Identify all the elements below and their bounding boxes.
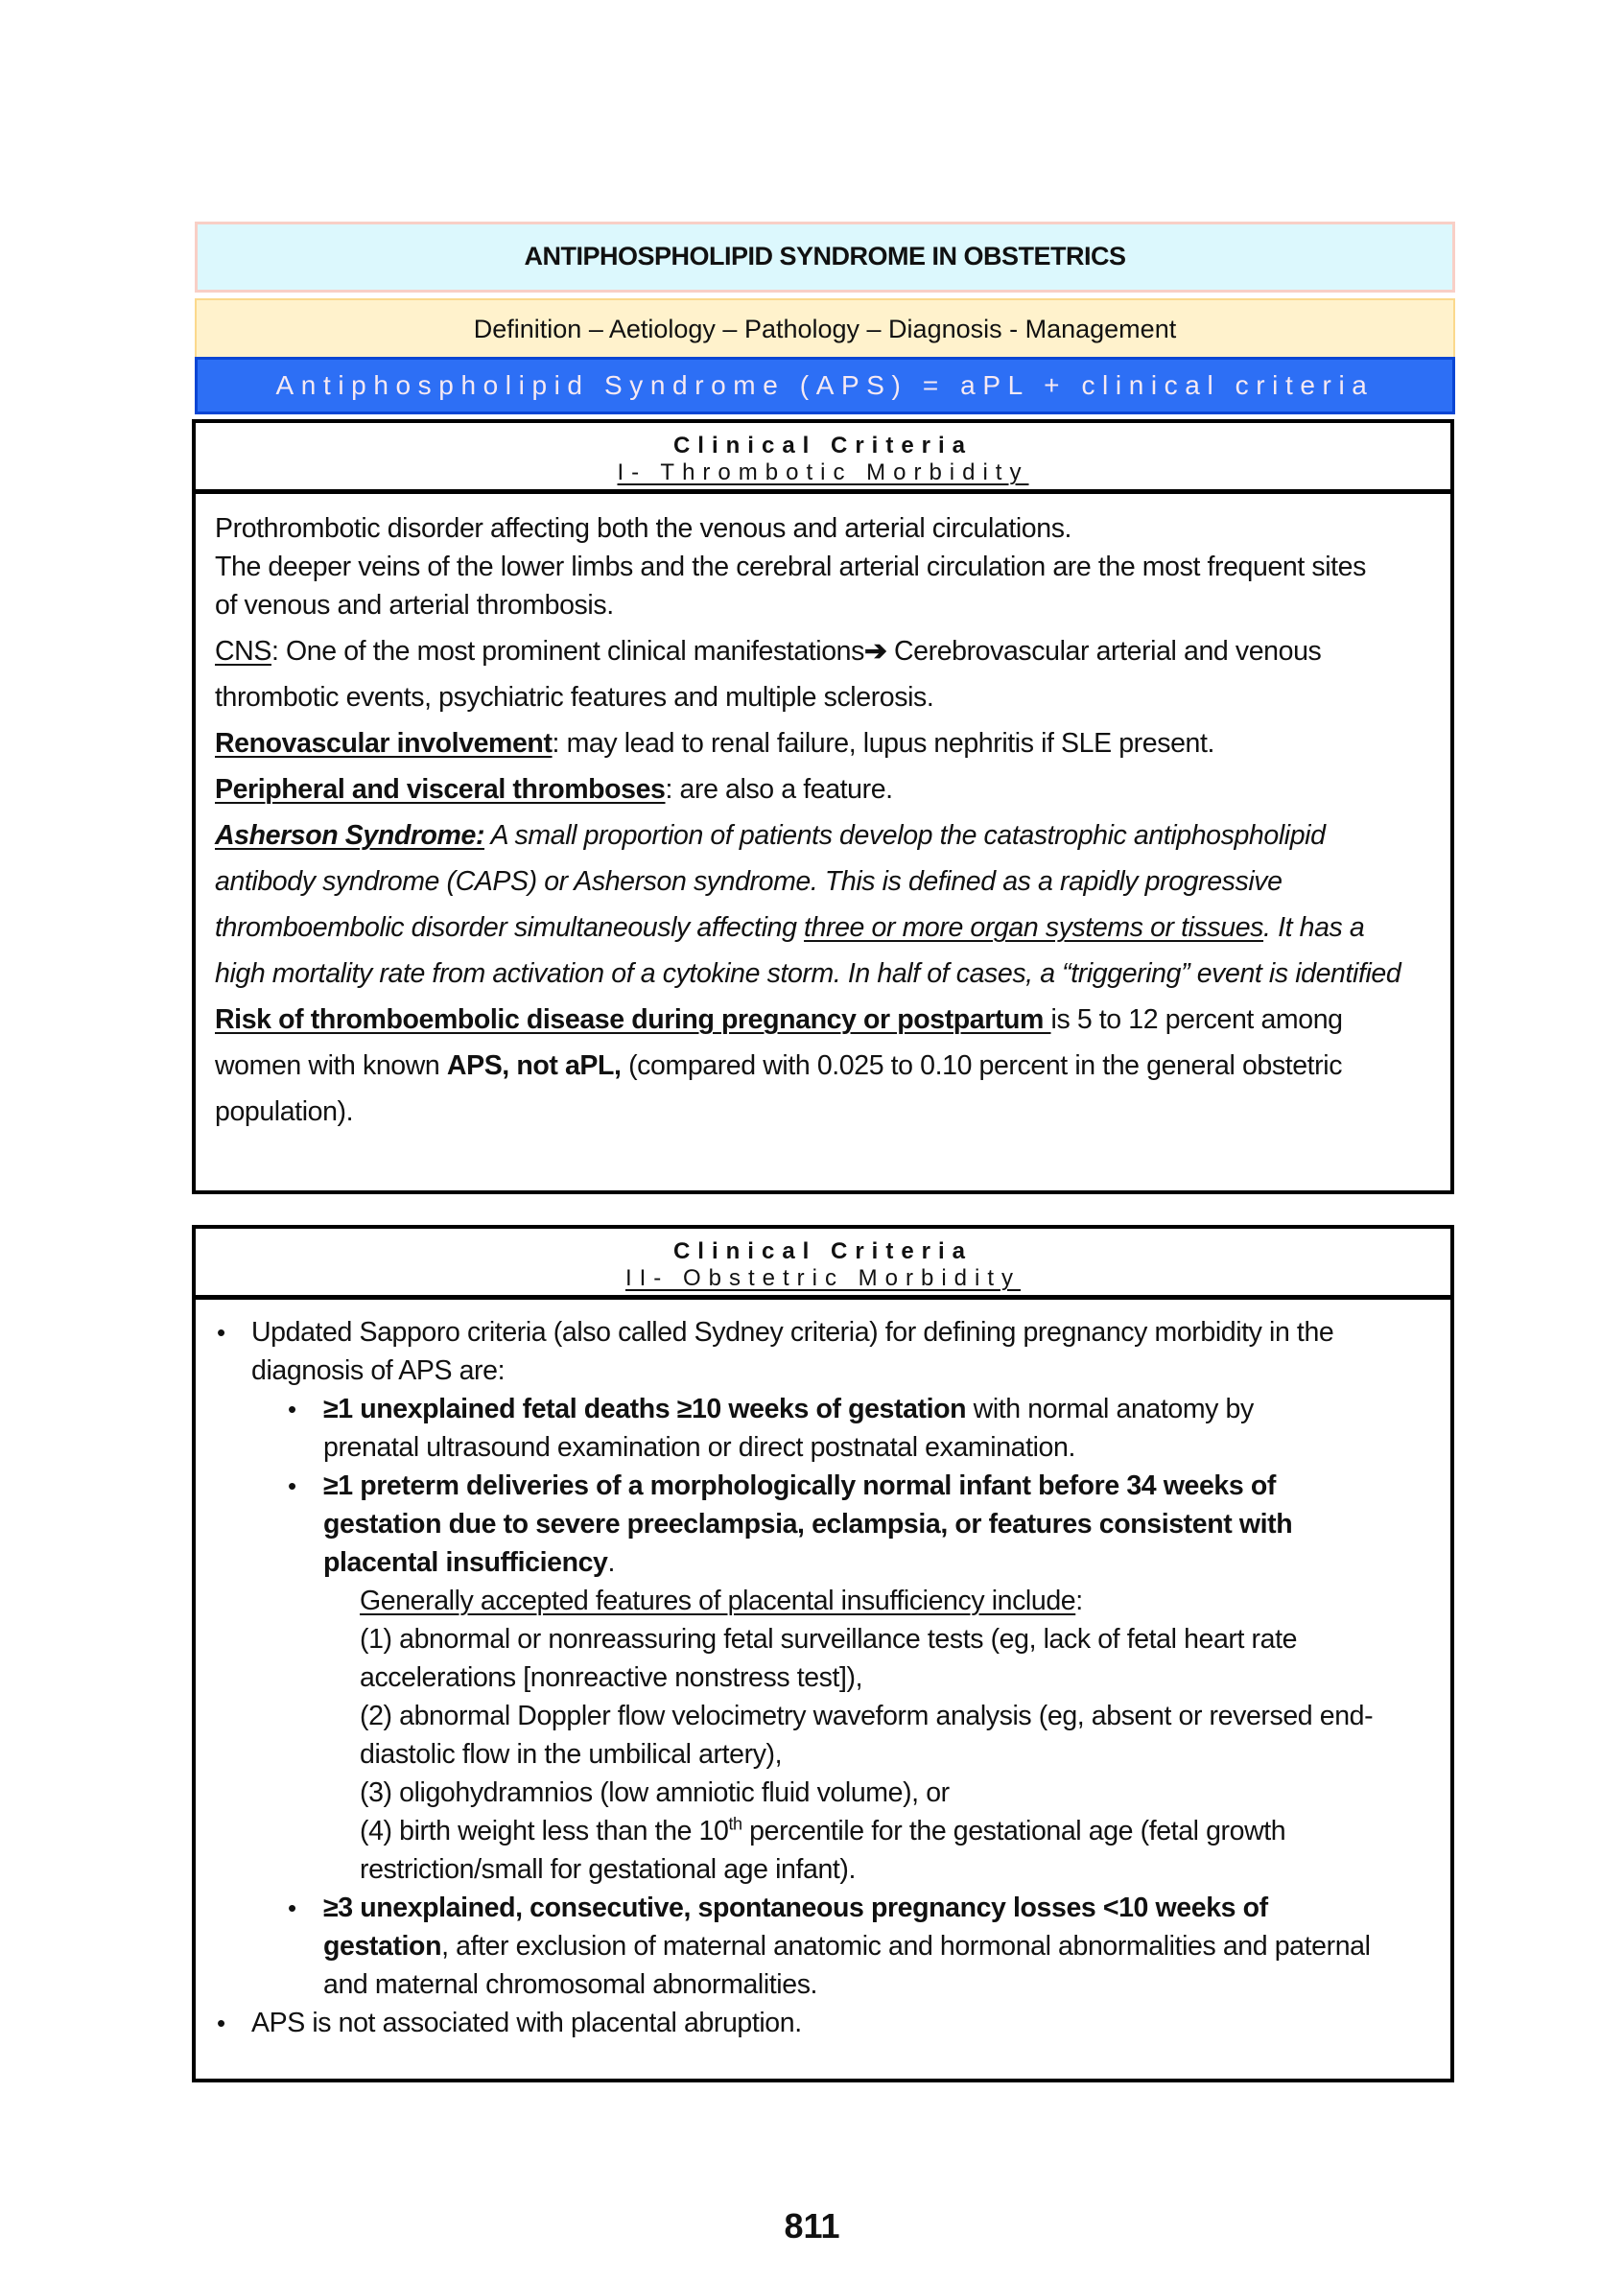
- cns-text: : One of the most prominent clinical manifestations: [271, 636, 864, 667]
- renovascular-label: Renovascular involvement: [215, 728, 553, 759]
- sites-paragraph: The deeper veins of the lower limbs and the cerebral arterial circulation are the most frequent sites of venous and arterial thrombosis.: [215, 552, 1366, 621]
- peripheral-text: : are also a feature.: [665, 774, 893, 805]
- features-heading: [215, 1582, 1431, 1620]
- feature-item: (3) oligohydramnios (low amniotic fluid volume), or: [360, 1777, 950, 1808]
- section-header: [196, 423, 1450, 494]
- feature-item: (1) abnormal or nonreassuring fetal surveillance tests (eg, lack of fetal heart rate accelerations [nonreactive nonstress test]),: [360, 1624, 1298, 1693]
- asherson-underlined: three or more organ systems or tissues: [804, 912, 1264, 943]
- obstetric-morbidity-box: [192, 1225, 1454, 2082]
- renovascular-paragraph: [215, 720, 1431, 766]
- asherson-label: Asherson Syndrome:: [215, 820, 485, 851]
- risk-text: is 5 to 12 percent among women with known: [215, 1004, 1343, 1081]
- section-subheading-text: I- Thrombotic Morbidity: [617, 459, 1029, 485]
- list-item: [215, 1313, 1431, 1390]
- cns-paragraph: [215, 628, 1431, 720]
- section-heading: Clinical Criteria: [672, 1238, 974, 1264]
- asherson-text-2: . It has a high mortality rate from activation of a cytokine storm. In half of cases, a “triggering” event is identified: [215, 912, 1401, 989]
- risk-bold: APS, not aPL,: [446, 1050, 622, 1081]
- list-item: [215, 2004, 1431, 2042]
- list-item: [215, 1889, 1431, 2004]
- topic-subtitle: Definition – Aetiology – Pathology – Diagnosis - Management: [195, 298, 1455, 358]
- bullet-icon: •: [217, 2009, 225, 2037]
- risk-label: Risk of thromboembolic disease during pregnancy or postpartum: [215, 1004, 1051, 1035]
- cns-label: CNS: [215, 636, 271, 667]
- bullet-icon: •: [288, 1893, 296, 1922]
- peripheral-paragraph: [215, 766, 1431, 812]
- list-item-text: APS is not associated with placental abruption.: [251, 2008, 802, 2038]
- criterion-bold: ≥1 preterm deliveries of a morphologically normal infant before 34 weeks of gestation due to severe preeclampsia, eclampsia, or features consistent with placental insufficiency: [323, 1470, 1293, 1578]
- features-colon: :: [1075, 1586, 1083, 1616]
- criterion-text: , after exclusion of maternal anatomic and hormonal abnormalities and paternal and maternal chromosomal abnormalities.: [323, 1931, 1371, 2000]
- bullet-icon: •: [217, 1318, 225, 1347]
- section-subheading: [196, 459, 1450, 486]
- risk-paragraph: [215, 997, 1431, 1135]
- intro-paragraph: Prothrombotic disorder affecting both the venous and arterial circulations.: [215, 513, 1072, 544]
- section-content: [196, 494, 1450, 1135]
- asherson-paragraph: [215, 812, 1431, 997]
- list-item: [215, 1467, 1431, 1582]
- criterion-text: with normal anatomy by prenatal ultrasound examination or direct postnatal examination.: [323, 1394, 1254, 1463]
- asherson-text: A small proportion of patients develop the catastrophic antiphospholipid antibody syndrome (CAPS) or Asherson syndrome. This is defined as a rapidly progressive thromboembolic disorder simultaneously affecting: [215, 820, 1326, 943]
- section-content: [196, 1300, 1450, 2042]
- renovascular-text: : may lead to renal failure, lupus nephritis if SLE present.: [552, 728, 1215, 759]
- cns-text-2: Cerebrovascular arterial and venous thrombotic events, psychiatric features and multiple sclerosis.: [215, 636, 1322, 713]
- features-heading-text: Generally accepted features of placental insufficiency include: [360, 1586, 1076, 1616]
- bullet-icon: •: [288, 1395, 296, 1423]
- criterion-bold: ≥3 unexplained, consecutive, spontaneous pregnancy losses <10 weeks of gestation: [323, 1893, 1268, 1962]
- document-title: ANTIPHOSPHOLIPID SYNDROME IN OBSTETRICS: [195, 222, 1455, 293]
- definition-banner: Antiphospholipid Syndrome (APS) = aPL + clinical criteria: [195, 357, 1455, 414]
- list-item-text: Updated Sapporo criteria (also called Sydney criteria) for defining pregnancy morbidity in the diagnosis of APS are:: [251, 1317, 1334, 1386]
- section-subheading: [196, 1265, 1450, 1292]
- section-header: [196, 1229, 1450, 1300]
- feature-text: (4) birth weight less than the 10: [360, 1816, 729, 1846]
- criterion-bold: ≥1 unexplained fetal deaths ≥10 weeks of gestation: [323, 1394, 967, 1424]
- thrombotic-morbidity-box: [192, 419, 1454, 1194]
- bullet-icon: •: [288, 1471, 296, 1500]
- risk-text-2: (compared with 0.025 to 0.10 percent in the general obstetric population).: [215, 1050, 1343, 1127]
- page-number: 811: [784, 2206, 840, 2246]
- feature-text-2: percentile for the gestational age (fetal growth restriction/small for gestational age infant).: [360, 1816, 1286, 1885]
- section-heading: Clinical Criteria: [672, 433, 974, 459]
- feature-item: [215, 1812, 1431, 1889]
- peripheral-label: Peripheral and visceral thromboses: [215, 774, 666, 805]
- criterion-text: .: [607, 1547, 616, 1578]
- arrow-right-icon: ➔: [863, 636, 887, 667]
- ordinal-suffix: th: [728, 1814, 742, 1834]
- list-item: [215, 1390, 1431, 1467]
- section-subheading-text: II- Obstetric Morbidity: [624, 1265, 1022, 1291]
- feature-item: (2) abnormal Doppler flow velocimetry waveform analysis (eg, absent or reversed end-diastolic flow in the umbilical artery),: [360, 1701, 1374, 1770]
